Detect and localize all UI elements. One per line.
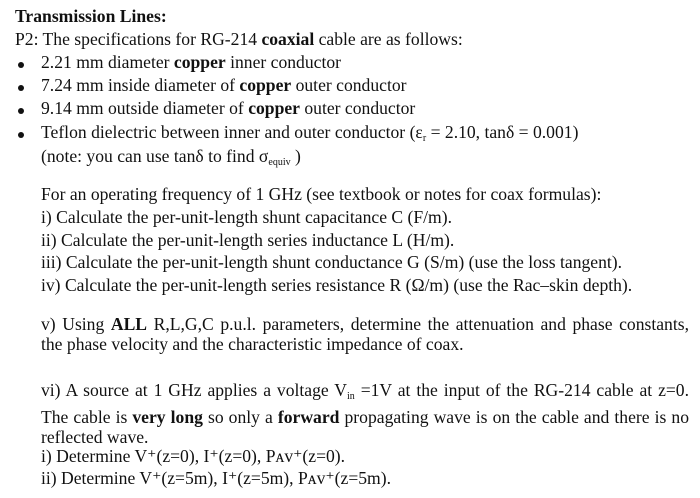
intro-text: P2: The specifications for RG-214 — [15, 29, 262, 49]
part-vi-text: =1V at the input of the RG-214 cable at z=0. The cable is — [41, 380, 690, 427]
sub-question-item: ii) Determine V⁺(z=5m), I⁺(z=5m), Pᴀᴠ⁺(z=5m). — [41, 468, 391, 488]
spec-text-end: outer conductor — [291, 75, 407, 95]
spec-text-end: = 2.10, tanδ = 0.001) — [426, 122, 579, 142]
spec-item — [41, 52, 341, 72]
part-vi-text: vi) A source at 1 GHz applies a voltage V — [41, 380, 348, 400]
part-vi-bold: forward — [277, 407, 340, 427]
section-title: Transmission Lines: — [15, 6, 167, 26]
question-item: i) Calculate the per-unit-length shunt capacitance C (F/m). — [41, 207, 453, 227]
bullet-dot-icon — [18, 62, 24, 68]
spec-item — [41, 122, 578, 149]
part-v-bold: ALL — [110, 314, 148, 334]
spec-bold: copper — [239, 75, 292, 95]
spec-text-end: outer conductor — [299, 98, 416, 118]
spec-subscript: r — [422, 133, 427, 144]
bullet-dot-icon — [18, 85, 24, 91]
part-vi-text-end: propagating wave is on the cable and there is no reflected wave. — [41, 407, 689, 447]
note-text: (note: you can use tanδ to find σ — [41, 146, 269, 166]
question-item: ii) Calculate the per-unit-length series inductance L (H/m). — [41, 230, 455, 250]
spec-bold: copper — [248, 98, 300, 118]
bullet-dot-icon — [18, 108, 24, 114]
part-vi-paragraph — [41, 380, 689, 447]
intro-bold: coaxial — [261, 29, 315, 49]
part-vi-text: so only a — [202, 407, 278, 427]
spec-bold: copper — [173, 52, 226, 72]
part-vi-subscript: in — [347, 391, 355, 402]
spec-item — [41, 75, 406, 95]
part-v-paragraph — [41, 314, 689, 354]
sub-question-item: i) Determine V⁺(z=0), I⁺(z=0), Pᴀᴠ⁺(z=0). — [41, 446, 346, 466]
spec-text-end: inner conductor — [225, 52, 341, 72]
spec-note — [41, 146, 301, 173]
note-text-end: ) — [290, 146, 301, 166]
spec-item — [41, 98, 415, 118]
question-item: iii) Calculate the per-unit-length shunt conductance G (S/m) (use the loss tangent). — [41, 252, 623, 272]
spec-text: 9.14 mm outside diameter of — [41, 98, 249, 118]
spec-text: 7.24 mm inside diameter of — [41, 75, 240, 95]
question-item: iv) Calculate the per-unit-length series resistance R (Ω/m) (use the Rac–skin depth). — [41, 275, 633, 295]
part-vi-bold: very long — [132, 407, 203, 427]
part-v-text: v) Using — [41, 314, 111, 334]
intro-text-end: cable are as follows: — [314, 29, 463, 49]
bullet-dot-icon — [18, 132, 24, 138]
note-subscript: equiv — [268, 157, 291, 168]
spec-text: 2.21 mm diameter — [41, 52, 174, 72]
part-v-text-end: R,L,G,C p.u.l. parameters, determine the attenuation and phase constants, the phase velocity and the characteristic impedance of coax. — [41, 314, 689, 354]
spec-text: Teflon dielectric between inner and outer conductor (ε — [41, 122, 423, 142]
frequency-intro: For an operating frequency of 1 GHz (see textbook or notes for coax formulas): — [41, 184, 602, 204]
problem-intro — [15, 29, 463, 49]
